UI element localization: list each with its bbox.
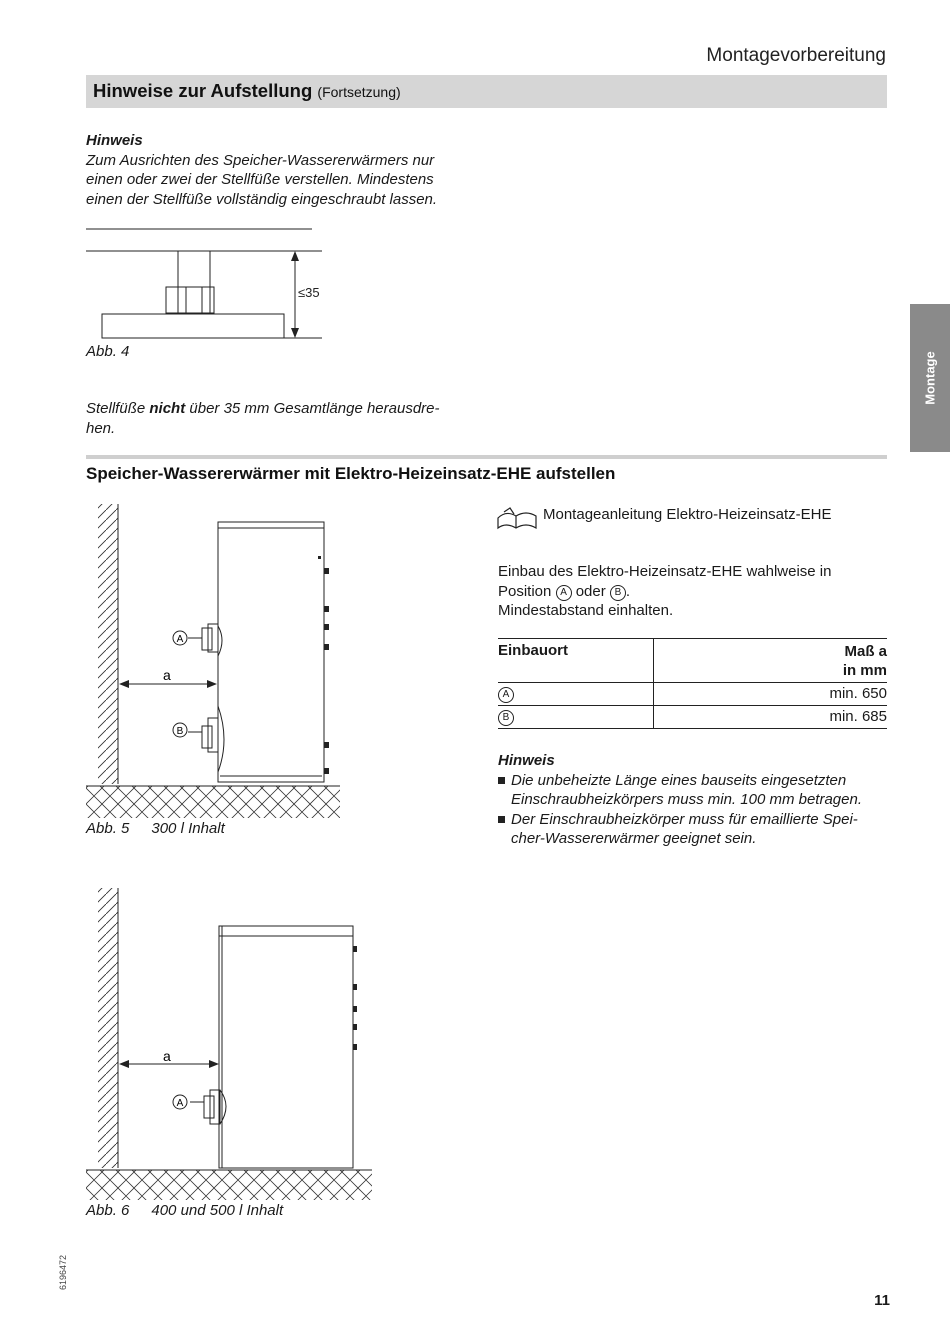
section-2-title: Speicher-Wassererwärmer mit Elektro-Heizeinsatz-EHE aufstellen bbox=[86, 464, 616, 483]
chapter-title: Montagevorbereitung bbox=[706, 45, 886, 66]
document-number: 6196472 bbox=[58, 1254, 68, 1290]
distance-label: a bbox=[163, 1048, 171, 1064]
section-header bbox=[86, 75, 887, 108]
note-block bbox=[86, 131, 466, 209]
list-item: Die unbeheizte Länge eines bauseits eingesetzten Einschraubheizkörpers muss min. 100 mm betragen. bbox=[498, 771, 890, 810]
figure-6-tank-400-500l bbox=[86, 884, 376, 1204]
feet-note: Stellfüße nicht über 35 mm Gesamtlänge herausdre- hen. bbox=[86, 400, 440, 437]
position-a-marker: A bbox=[556, 585, 572, 601]
dimension-label: ≤35 bbox=[298, 285, 320, 300]
reference-text: Montageanleitung Elektro-Heizeinsatz-EHE bbox=[543, 506, 832, 523]
list-item: Der Einschraubheizkörper muss für emaillierte Spei- cher-Wassererwärmer geeignet sein. bbox=[498, 810, 890, 849]
figure-4-adjustable-foot bbox=[86, 225, 326, 345]
note-line: einen oder zwei der Stellfüße verstellen. Mindestens bbox=[86, 171, 434, 188]
note-title: Hinweis bbox=[498, 752, 555, 769]
distance-table bbox=[498, 638, 887, 729]
marker-a: A bbox=[176, 1098, 184, 1109]
note-block-2 bbox=[498, 751, 890, 849]
section-divider bbox=[86, 455, 887, 459]
emphasis: nicht bbox=[149, 400, 186, 417]
position-b-marker: B bbox=[498, 710, 514, 726]
section-suffix: (Fortsetzung) bbox=[317, 84, 401, 100]
dimension-value: min. 685 bbox=[829, 708, 887, 725]
figure-4-caption: Abb. 4 bbox=[86, 343, 130, 360]
note-title: Hinweis bbox=[86, 132, 143, 149]
figure-6-caption: Abb. 6 400 und 500 l Inhalt bbox=[86, 1202, 284, 1219]
marker-a: A bbox=[176, 634, 184, 645]
book-reference-icon bbox=[496, 506, 540, 532]
dimension-value: min. 650 bbox=[829, 685, 887, 702]
distance-label: a bbox=[163, 667, 171, 683]
table-row bbox=[498, 706, 887, 729]
install-instructions: Einbau des Elektro-Heizeinsatz-EHE wahlweise in Position A oder B . Mindestabstand einhalten. bbox=[498, 563, 832, 619]
note-line: einen der Stellfüße vollständig eingeschraubt lassen. bbox=[86, 190, 438, 208]
section-title: Hinweise zur Aufstellung (Fortsetzung) bbox=[93, 80, 401, 101]
column-header-dimension: Maß a in mm bbox=[842, 643, 887, 679]
position-a-marker: A bbox=[498, 687, 514, 703]
note-line: Zum Ausrichten des Speicher-Wassererwärmers nur bbox=[86, 151, 435, 169]
marker-b: B bbox=[176, 726, 184, 737]
side-tab-montage[interactable]: Montage bbox=[910, 304, 950, 452]
position-b-marker: B bbox=[610, 585, 626, 601]
figure-5-caption: Abb. 5 300 l Inhalt bbox=[86, 820, 225, 837]
page-number: 11 bbox=[874, 1292, 890, 1309]
figure-5-tank-300l bbox=[86, 500, 346, 822]
column-header-location: Einbauort bbox=[498, 639, 654, 683]
table-row bbox=[498, 683, 887, 706]
